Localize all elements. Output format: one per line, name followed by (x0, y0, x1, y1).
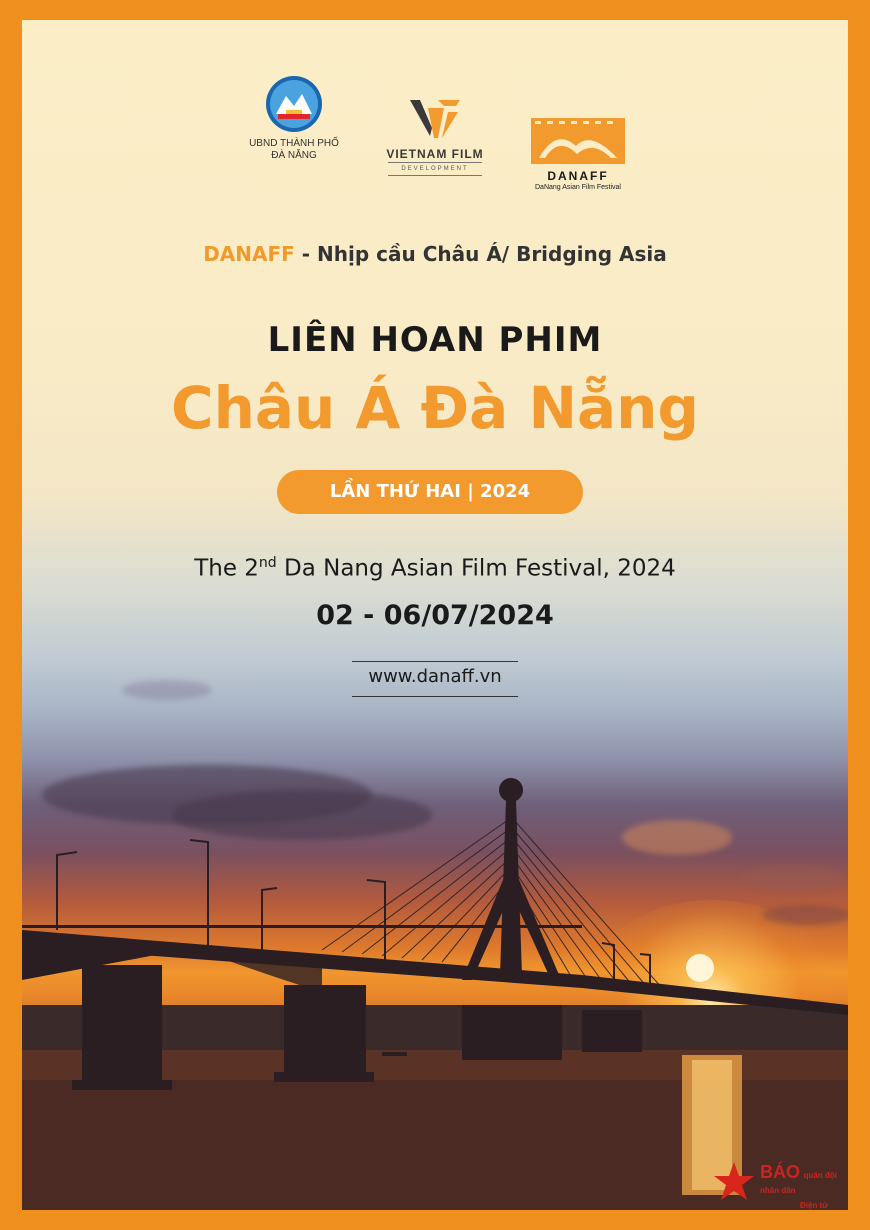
watermark-line1: BÁO (760, 1162, 800, 1182)
poster (22, 20, 848, 1210)
vietnam-film-line1: VIETNAM FILM (386, 147, 484, 161)
website-rule-top (352, 661, 518, 662)
festival-title-line1: LIÊN HOAN PHIM (267, 320, 603, 360)
tagline (22, 242, 848, 266)
city-emblem-icon (264, 74, 324, 134)
danaff-logo-title: DANAFF (547, 169, 609, 183)
watermark-line2: quân đội nhân dân (760, 1171, 837, 1195)
star-icon (712, 1160, 756, 1204)
city-logo (244, 74, 344, 162)
english-subtitle (22, 555, 848, 582)
vietnam-film-logo (380, 98, 490, 176)
danaff-logo (522, 118, 634, 194)
vietnam-film-mark-icon (408, 98, 462, 144)
website-rule-bottom (352, 696, 518, 697)
tagline-brand: DANAFF (203, 242, 295, 266)
festival-title-line2: Châu Á Đà Nẵng (171, 374, 699, 442)
vietnam-film-label (380, 148, 490, 160)
newspaper-watermark (712, 1160, 848, 1210)
city-logo-line2: ĐÀ NẴNG (271, 150, 317, 161)
watermark-line3: Điện tử (800, 1201, 829, 1210)
watermark-text (760, 1162, 848, 1210)
vietnam-film-line2: DEVELOPMENT (388, 162, 482, 176)
subtitle-sup: nd (258, 555, 277, 571)
danaff-logo-subtitle: DaNang Asian Film Festival (535, 184, 621, 191)
danaff-film-icon (531, 118, 625, 164)
edition-badge: LẦN THỨ HAI | 2024 (277, 470, 583, 514)
website-link[interactable]: www.danaff.vn (368, 666, 502, 687)
subtitle-post: Da Nang Asian Film Festival, 2024 (276, 555, 676, 582)
tagline-text: - Nhịp cầu Châu Á/ Bridging Asia (294, 242, 667, 266)
logo-row (22, 70, 848, 220)
subtitle-pre: The 2 (194, 555, 259, 582)
festival-dates: 02 - 06/07/2024 (316, 600, 554, 631)
city-logo-line1: UBND THÀNH PHỐ (249, 138, 339, 149)
